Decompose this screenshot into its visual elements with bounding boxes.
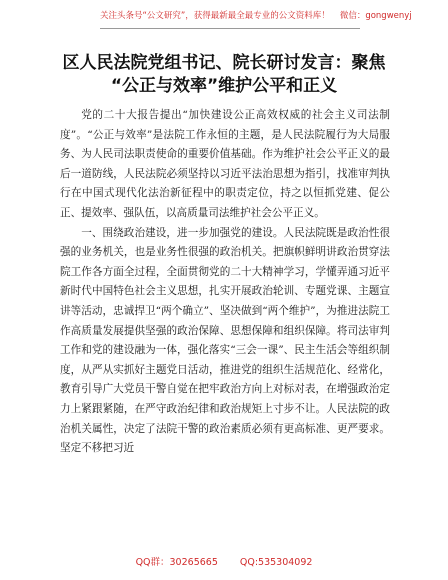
footer-contact (0, 554, 448, 568)
title-line-1: 区人民法院党组书记、院长研讨发言：聚焦 (62, 53, 386, 73)
footer-qq-group: QQ群：30265665 (135, 557, 218, 568)
footer-qq: QQ:535304092 (239, 557, 313, 568)
title-line-2: “公正与效率”维护公平和正义 (110, 76, 338, 96)
banner-promo-text: 关注头条号“公文研究”，获得最新最全最专业的公文资料库！ (100, 11, 330, 21)
banner-wechat-text: 微信：gongwenyj (339, 11, 412, 21)
document-title (40, 52, 408, 98)
header-banner (100, 8, 412, 29)
paragraph: 一、围绕政治建设，进一步加强党的建设。人民法院既是政治性很强的业务机关，也是业务性很强的政治机关。把旗帜鲜明讲政治贯穿法院工作各方面全过程，全面贯彻党的二十大精神学习，学懂弄通习近平新时代中国特色社会主义思想，扎实开展政治轮训、专题党课、主题宣讲等活动，忠诚捍卫“两个确立”、坚决做到“两个维护”，为推进法院工作高质量发展提供坚强的政治保障、思想保障和组织保障。将司法审判工作和党的建设融为一体，强化落实“三会一课”、民主生活会等组织制度，从严从实抓好主题党日活动，推进党的组织生活规范化、经常化，教育引导广大党员干警自觉在把牢政治方向上对标对表，在增强政治定力上紧跟紧随，在严守政治纪律和政治规矩上寸步不让。人民法院的政治机关属性，决定了法院干警的政治素质必须有更高标准、更严要求。坚定不移把习近 (60, 226, 390, 455)
document-body (60, 106, 390, 459)
paragraph: 党的二十大报告提出“加快建设公正高效权威的社会主义司法制度”。“公正与效率”是法院工作永恒的主题，是人民法院履行为大局服务、为人民司法职责使命的重要价值基础。作为维护社会公平正义的最后一道防线，人民法院必须坚持以习近平法治思想为指引，找准审判执行在中国式现代化法治新征程中的职责定位，持之以恒抓党建、促公正、提效率、强队伍，以高质量司法维护社会公平正义。 (60, 109, 390, 219)
